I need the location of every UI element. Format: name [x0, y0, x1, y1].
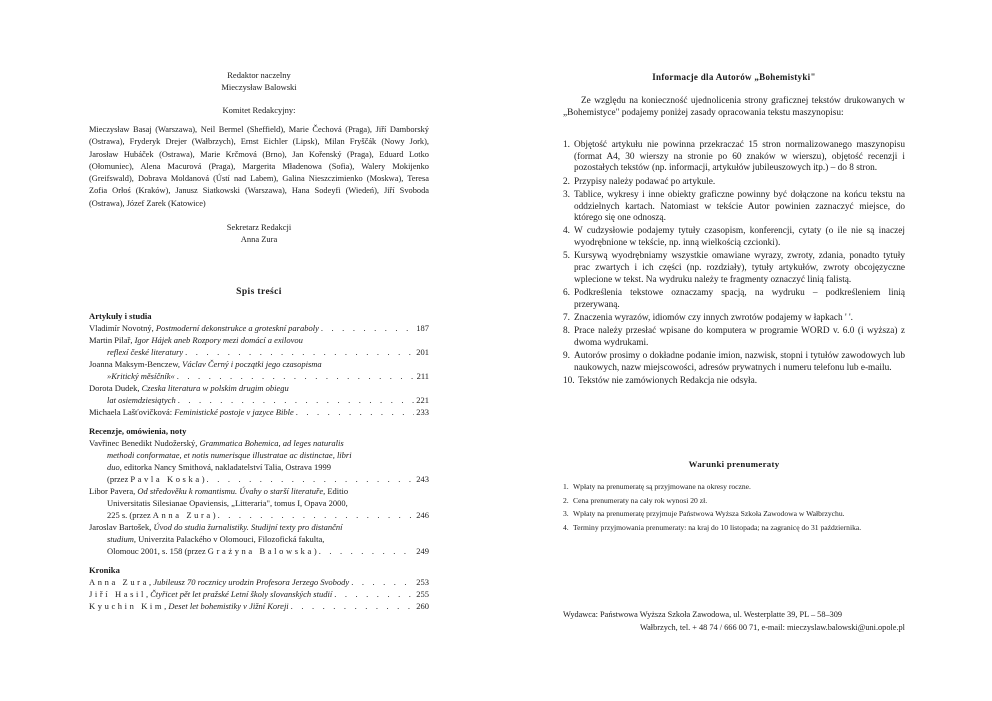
- entry-reviewer-prefix: Olomouc 2001, s. 158 (przez: [107, 546, 208, 556]
- item-number: 6.: [563, 287, 570, 298]
- item-number: 5.: [563, 251, 570, 262]
- entry-page: 221: [416, 395, 429, 405]
- subscription-title: Warunki prenumeraty: [688, 459, 780, 469]
- table-of-contents: [89, 310, 429, 619]
- leader-dots: [321, 322, 414, 334]
- entry-title: Václav Černý i początki jego czasopisma: [182, 359, 322, 369]
- entry-separator: ,: [164, 601, 169, 611]
- entry-page: 246: [416, 510, 429, 520]
- toc-entry[interactable]: [89, 334, 429, 358]
- leader-dots: [185, 346, 414, 358]
- item-text: Kursywą wyodrębniamy wszystkie omawiane wyrazy, zwroty, zdania, ponadto tytuły prac zwartych i ich części (np. rozdziały), tytuły artykułów, zwroty obcojęzyczne wplecione w tekst. Na wydruku należy te fragmenty oznaczyć linią falistą.: [574, 251, 905, 285]
- entry-page: 187: [416, 323, 429, 333]
- entry-page: 255: [416, 589, 429, 599]
- entry-reviewer-prefix: (przez: [107, 474, 131, 484]
- toc-entry[interactable]: [89, 358, 429, 382]
- info-title: Informacje dla Autorów „Bohemistyki": [652, 72, 816, 82]
- entry-reviewer: Anna Zura: [152, 510, 213, 520]
- item-text: Przypisy należy podawać po artykule.: [574, 176, 716, 187]
- leader-dots: [177, 370, 415, 382]
- entry-title-cont: »Kritický měsíčník«: [107, 371, 175, 381]
- subscription-list: [563, 481, 905, 535]
- list-item: [563, 288, 905, 311]
- item-text: Tablice, wykresy i inne obiekty graficzne powinny być dołączone na końcu tekstu na oddzielnych kartach. Natomiast w tekście Autor powinien zaznaczyć miejsce, do którego się one odnoszą.: [574, 189, 905, 224]
- leader-dots: [291, 600, 415, 612]
- item-text: Wpłaty na prenumeratę są przyjmowane na okresy roczne.: [573, 482, 751, 491]
- entry-reviewer: Grażyna Balowska: [207, 546, 314, 556]
- entry-author: Dorota Dudek,: [89, 383, 142, 393]
- list-item: [563, 251, 905, 286]
- entry-title: Grammatica Bohemica, ad leges naturalis: [199, 438, 344, 448]
- item-text: Znaczenia wyrazów, idiomów czy innych zwrotów podajemy w łapkach ' '.: [574, 312, 853, 323]
- toc-entry[interactable]: [89, 521, 429, 557]
- entry-reviewer-suffix: ): [212, 510, 216, 520]
- editor-name: Mieczysław Balowski: [221, 82, 297, 92]
- leader-dots: [218, 509, 415, 521]
- leader-dots: [296, 406, 415, 418]
- toc-section: [89, 564, 429, 612]
- editor-role: Redaktor naczelny: [227, 70, 291, 80]
- toc-entry[interactable]: [89, 600, 429, 612]
- item-number: 8.: [563, 326, 570, 337]
- entry-title-cont: reflexí české literatury: [107, 347, 184, 357]
- secretary-name: Anna Zura: [240, 234, 278, 245]
- item-number: 1.: [563, 140, 570, 150]
- leader-dots: [207, 473, 415, 485]
- toc-section: [89, 310, 429, 418]
- entry-reviewer-suffix: ): [313, 546, 317, 556]
- item-number: 2.: [563, 176, 570, 187]
- entry-page: 243: [416, 474, 429, 484]
- entry-title: Igor Hájek aneb Rozpory mezi domácí a exilovou: [134, 335, 303, 345]
- item-number: 1.: [563, 482, 569, 491]
- leader-dots: [178, 394, 415, 406]
- contact-line: Wałbrzych, tel. + 48 74 / 666 00 71, e-mail: mieczyslaw.balowski@uni.opole.pl: [639, 622, 905, 632]
- toc-entry[interactable]: [89, 382, 429, 406]
- editorial-board: [89, 69, 429, 245]
- entry-separator: ,: [145, 589, 151, 599]
- entry-reviewer: Pavla Koska: [130, 474, 202, 484]
- entry-title: Deset let bohemistiky v Jižní Koreji: [168, 601, 289, 611]
- entry-author: Joanna Maksym-Benczew,: [89, 359, 183, 369]
- entry-page: 260: [416, 601, 429, 611]
- committee-members: Mieczysław Basaj (Warszawa), Neil Bermel (Sheffield), Marie Čechová (Praga), Jiří Damborský (Ostrawa), Fryderyk Drejer (Wałbrzych), Ernst Eichler (Lipsk), Milan Fryščák (Nowy Jork), Jarosław Hubáček (Ostrawa), Marie Krčmová (Brno), Jan Kořenský (Praga), Eduard Lotko (Ołomuniec), Alena Macurová (Praga), Margerita Mładenowa (Sofia), Walery Mokijenko (Greifswald), Dobrava Moldanová (Ústí nad Labem), Galina Nieszczimienko (Moskwa), Teresa Zofia Orłoś (Kraków), Janusz Siatkowski (Warszawa), Hana Sodeyfi (Wiedeń), Jiří Svoboda (Ostrawa), Józef Zarek (Katowice): [89, 125, 429, 208]
- toc-entry[interactable]: [89, 588, 429, 600]
- toc-section: [89, 425, 429, 557]
- item-number: 4.: [563, 522, 569, 532]
- entry-title-cont: duo: [107, 462, 120, 472]
- entry-title: Od středověku k romantismu. Úvahy o starší literatuře: [137, 486, 324, 496]
- list-item: [563, 376, 905, 388]
- item-text: Tekstów nie zamówionych Redakcja nie odsyła.: [578, 375, 758, 386]
- item-text: Terminy przyjmowania prenumeraty: na kraj do 10 listopada; na zagranicę do 31 października.: [573, 522, 862, 532]
- entry-title-cont: methodi conformatae, et notis numerisque illustratae ac distinctae, libri: [107, 450, 352, 460]
- item-number: 10.: [563, 375, 575, 386]
- list-item: [563, 190, 905, 225]
- publisher-line: Wydawca: Państwowa Wyższa Szkoła Zawodowa, ul. Westerplatte 39, PL – 58–309: [563, 610, 843, 619]
- item-text: Podkreślenia tekstowe oznaczamy spacją, na wydruku – podkreśleniem linią przerywaną.: [574, 287, 905, 310]
- leader-dots: [351, 576, 414, 588]
- entry-author: Martin Pilař,: [89, 335, 135, 345]
- entry-title: Czeska literatura w polskim drugim obiegu: [141, 383, 289, 393]
- list-item: [563, 326, 905, 349]
- list-item: [563, 177, 905, 189]
- entry-author: Vavřinec Benedikt Nudožerský,: [89, 438, 200, 448]
- entry-page: 201: [416, 347, 429, 357]
- entry-author: Anna Zura: [89, 577, 149, 587]
- list-item: [563, 495, 905, 507]
- entry-title: Postmoderní dekonstrukce a groteskní paraboly: [155, 323, 319, 333]
- entry-details: , Editio: [323, 486, 349, 496]
- item-text: Cena prenumeraty na cały rok wynosi 20 zł.: [573, 495, 708, 505]
- item-number: 4.: [563, 226, 570, 237]
- toc-entry[interactable]: [89, 576, 429, 588]
- item-text: Wpłaty na prenumeratę przyjmuje Państwowa Wyższa Szkoła Zawodowa w Wałbrzychu.: [573, 509, 845, 519]
- entry-title: Čtyřicet pět let pražské Letní školy slovanských studií: [150, 589, 333, 599]
- item-text: Objętość artykułu nie powinna przekraczać 15 stron normalizowanego maszynopisu (format A4, 30 wierszy na stronie po 60 znaków w wierszu), objętość recenzji i pozostałych tekstów (np. informacji, artykułów jubileuszowych itp.) – do 8 stron.: [574, 140, 905, 174]
- entry-title-cont: studium: [107, 534, 134, 544]
- toc-entry[interactable]: [89, 485, 429, 521]
- author-rules-list: [563, 140, 905, 389]
- entry-title-cont: lat osiemdziesiątych: [107, 395, 176, 405]
- toc-entry[interactable]: [89, 406, 429, 418]
- entry-title: Jubileusz 70 rocznicy urodzin Profesora Jerzego Svobody: [153, 577, 350, 587]
- entry-details: , editorka Nancy Smithová, nakladatelství Talia, Ostrava 1999: [119, 462, 331, 472]
- leader-dots: [319, 545, 415, 557]
- entry-title: Feministické postoje v jazyce Bible: [174, 407, 294, 417]
- toc-section-heading: Kronika: [89, 565, 120, 575]
- entry-page: 233: [416, 407, 429, 417]
- item-number: 7.: [563, 312, 570, 323]
- committee-heading: Komitet Redakcyjny:: [222, 105, 296, 115]
- list-item: [563, 508, 905, 520]
- entry-author: Kyuchin Kim: [89, 601, 165, 611]
- list-item: [563, 351, 905, 374]
- leader-dots: [334, 588, 414, 600]
- item-number: 9.: [563, 350, 570, 361]
- list-item: [563, 140, 905, 175]
- list-item: [563, 522, 905, 534]
- item-number: 3.: [563, 189, 570, 200]
- item-text: Prace należy przesłać wpisane do komputera w programie WORD v. 6.0 (i wyższa) z dwoma wydrukami.: [574, 326, 905, 348]
- toc-entry[interactable]: [89, 437, 429, 485]
- toc-section-heading: Recenzje, omówienia, noty: [89, 426, 187, 436]
- entry-author: Jiří Hasil: [89, 589, 146, 599]
- item-text: Autorów prosimy o dokładne podanie imion, nazwisk, stopni i tytułów zawodowych lub naukowych, nazw miejscowości, adresów prywatnych i numeru telefonu lub e-mailu.: [574, 350, 905, 373]
- item-number: 2.: [563, 495, 569, 505]
- toc-section-heading: Artykuły i studia: [89, 311, 152, 321]
- entry-author: Libor Pavera,: [89, 486, 138, 496]
- entry-author: Vladimír Novotný,: [89, 323, 156, 333]
- entry-reviewer-prefix: 225 s. (przez: [107, 510, 153, 520]
- list-item: [563, 481, 905, 493]
- entry-title: Úvod do studia žurnalistiky. Studijní texty pro distanční: [153, 522, 343, 532]
- entry-page: 211: [416, 371, 429, 381]
- toc-entry[interactable]: [89, 322, 429, 334]
- entry-separator: ,: [148, 577, 154, 587]
- entry-author: Jaroslav Bartošek,: [89, 522, 154, 532]
- publisher-footer: [563, 609, 905, 634]
- secretary-role: Sekretarz Redakcji: [226, 222, 292, 233]
- entry-details: , Univerzita Palackého v Olomouci, Filozofická fakulta,: [133, 534, 325, 544]
- list-item: [563, 226, 905, 249]
- item-text: W cudzysłowie podajemy tytuły czasopism, konferencji, cytaty (o ile nie są inaczej wyodrębnione w tekście, np. inną wielkością czcionki).: [574, 226, 905, 249]
- entry-details: Universitatis Silesianae Opaviensis, „Litteraria", tomus I, Opava 2000,: [107, 498, 348, 508]
- entry-author: Michaela Lašťovičková:: [89, 407, 175, 417]
- entry-reviewer-suffix: ): [201, 474, 205, 484]
- intro-paragraph: Ze względu na konieczność ujednolicenia strony graficznej tekstów drukowanych w „Bohemistyce" podajemy poniżej zasady opracowania tekstu maszynopisu:: [563, 96, 905, 119]
- entry-page: 253: [416, 577, 429, 587]
- toc-title: Spis treści: [236, 287, 282, 297]
- list-item: [563, 313, 905, 325]
- entry-page: 249: [416, 546, 429, 556]
- item-number: 3.: [563, 509, 569, 519]
